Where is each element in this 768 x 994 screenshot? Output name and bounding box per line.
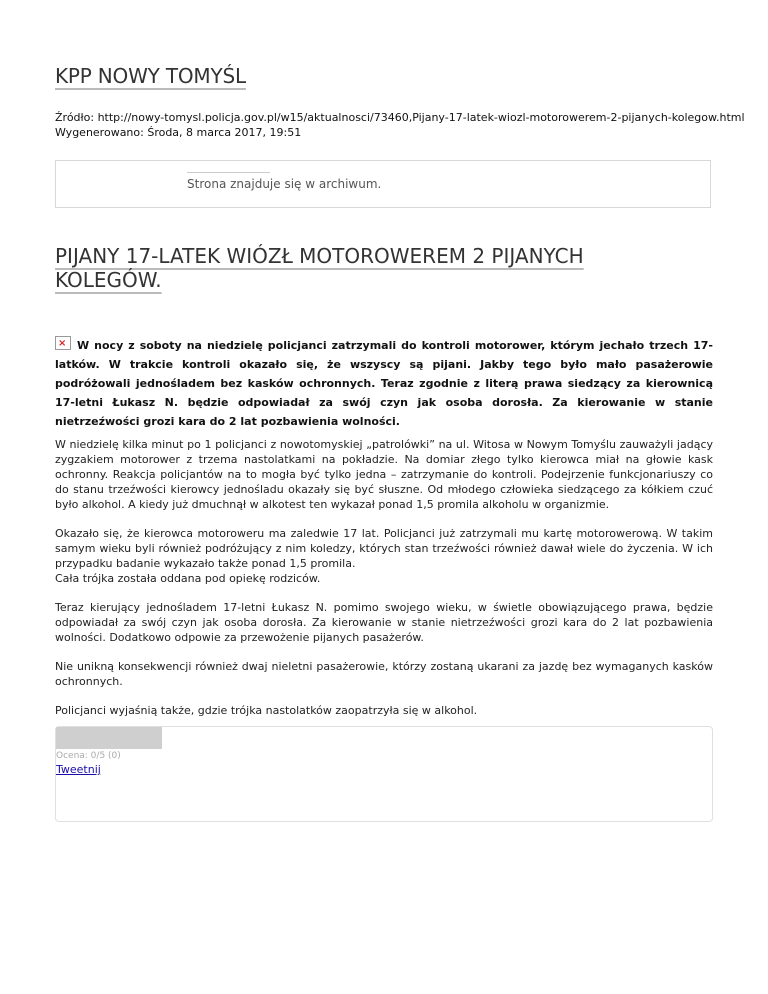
archive-notice: Strona znajduje się w archiwum.: [187, 177, 382, 191]
source-meta: [55, 110, 745, 140]
site-title: KPP NOWY TOMYŚL: [55, 64, 246, 88]
article-paragraph: Nie unikną konsekwencji również dwaj nieletni pasażerowie, którzy zostaną ukarani za jazdę bez wymaganych kasków ochronnych.: [55, 660, 713, 688]
broken-image-icon: ×: [55, 336, 71, 350]
article-paragraph: W niedzielę kilka minut po 1 policjanci z nowotomyskiej „patrolówki” na ul. Witosa w Nowym Tomyślu zauważyli jadący zygzakiem motorower z trzema nastolatkami na pokładzie. Na domiar złego tylko kierowca miał na głowie kask ochronny. Reakcja policjantów na to mogła być tylko jedna – zatrzymanie do kontroli. Podejrzenie funkcjonariuszy co do stanu trzeźwości kierowcy jednośladu okazały się być słuszne. Od młodego człowieka siedzącego za kółkiem czuć było alkohol. A kiedy już dmuchnął w alkotest ten wykazał ponad 1,5 promila alkoholu w organizmie.: [55, 438, 713, 511]
article-title: PIJANY 17-LATEK WIÓZŁ MOTOROWEREM 2 PIJANYCH KOLEGÓW.: [55, 244, 584, 292]
archive-divider: [187, 172, 270, 173]
generated-date: Wygenerowano: Środa, 8 marca 2017, 19:51: [55, 126, 302, 139]
article-lead-text: W nocy z soboty na niedzielę policjanci zatrzymali do kontroli motorower, którym jechało trzech 17-latków. W trakcie kontroli okazało się, że wszyscy są pijani. Jakby tego było mało pasażerowie podróżowali jednośladem bez kasków ochronnych. Teraz zgodnie z literą prawa siedzący za kierownicą 17-letni Łukasz N. będzie odpowiadał za swój czyn jak osoba dorosła. Za kierowanie w stanie nietrzeźwości grozi kara do 2 lat pozbawienia wolności.: [55, 339, 713, 428]
article-paragraph: Teraz kierujący jednośladem 17-letni Łukasz N. pomimo swojego wieku, w świetle obowiązującego prawa, będzie odpowiadał za swój czyn jak osoba dorosła. Za kierowanie w stanie nietrzeźwości grozi kara do 2 lat pozbawienia wolności. Dodatkowo odpowie za przewożenie pijanych pasażerów.: [55, 601, 713, 644]
archive-notice-box: [55, 160, 711, 208]
rating-text: Ocena: 0/5 (0): [56, 751, 121, 761]
tweet-link[interactable]: Tweetnij: [56, 763, 101, 776]
article-paragraph: Policjanci wyjaśnią także, gdzie trójka nastolatków zaopatrzyła się w alkohol.: [55, 704, 478, 717]
rating-box: [55, 726, 713, 822]
article-paragraph: Okazało się, że kierowca motoroweru ma zaledwie 17 lat. Policjanci już zatrzymali mu kartę motorowerową. W takim samym wieku byli również podróżujący z nim koledzy, których stan trzeźwości również dawał wiele do życzenia. W ich przypadku badanie wykazało także ponad 1,5 promila. Cała trójka została oddana pod opiekę rodziców.: [55, 527, 713, 585]
rating-stars-bar[interactable]: [56, 727, 162, 749]
source-url: Źródło: http://nowy-tomysl.policja.gov.pl/w15/aktualnosci/73460,Pijany-17-latek-wiozl-motorowerem-2-pijanych-kolegow.html: [55, 111, 745, 124]
article-lead: [55, 336, 713, 431]
article-body: [55, 437, 713, 732]
